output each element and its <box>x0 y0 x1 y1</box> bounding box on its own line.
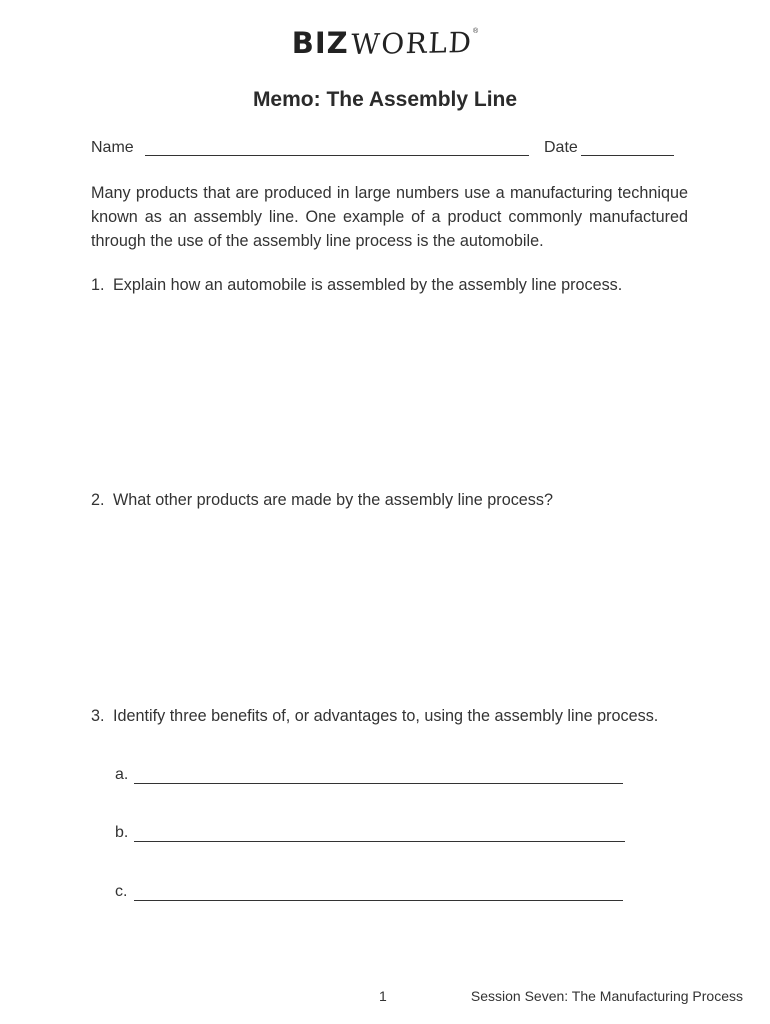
page-number: 1 <box>379 988 387 1004</box>
session-label: Session Seven: The Manufacturing Process <box>470 988 743 1004</box>
name-field[interactable] <box>145 155 529 156</box>
answer-line-c[interactable] <box>134 900 623 901</box>
answer-letter: a. <box>115 766 129 783</box>
question-1 <box>91 276 622 295</box>
date-field[interactable] <box>581 155 674 156</box>
question-2 <box>91 491 553 510</box>
answer-row-a <box>115 764 625 786</box>
question-text: Identify three benefits of, or advantages to, using the assembly line process. <box>113 707 659 725</box>
question-text: What other products are made by the assembly line process? <box>113 491 553 509</box>
logo-registered-mark: ® <box>473 28 479 35</box>
answer-letter: c. <box>115 883 128 900</box>
date-label: Date <box>544 139 578 156</box>
question-3 <box>91 707 658 726</box>
answer-line-b[interactable] <box>134 841 625 842</box>
answer-row-c <box>115 881 625 903</box>
name-label: Name <box>91 139 134 156</box>
logo-biz-text: BIZ <box>291 26 349 60</box>
answer-row-b <box>115 822 625 844</box>
question-text: Explain how an automobile is assembled by the assembly line process. <box>113 276 623 294</box>
memo-title: Memo: The Assembly Line <box>252 88 518 111</box>
answer-letter: b. <box>115 824 129 841</box>
question-number: 1. <box>91 276 105 294</box>
name-date-row <box>91 136 677 160</box>
answer-line-a[interactable] <box>134 783 623 784</box>
question-number: 3. <box>91 707 105 725</box>
bizworld-logo <box>0 24 770 62</box>
logo-world-text: WORLD <box>349 25 474 62</box>
intro-paragraph: Many products that are produced in large numbers use a manufacturing technique known as an assembly line. One example of a product commonly manufactured through the use of the assembly line process is the automobile. <box>91 184 688 250</box>
question-number: 2. <box>91 491 105 509</box>
